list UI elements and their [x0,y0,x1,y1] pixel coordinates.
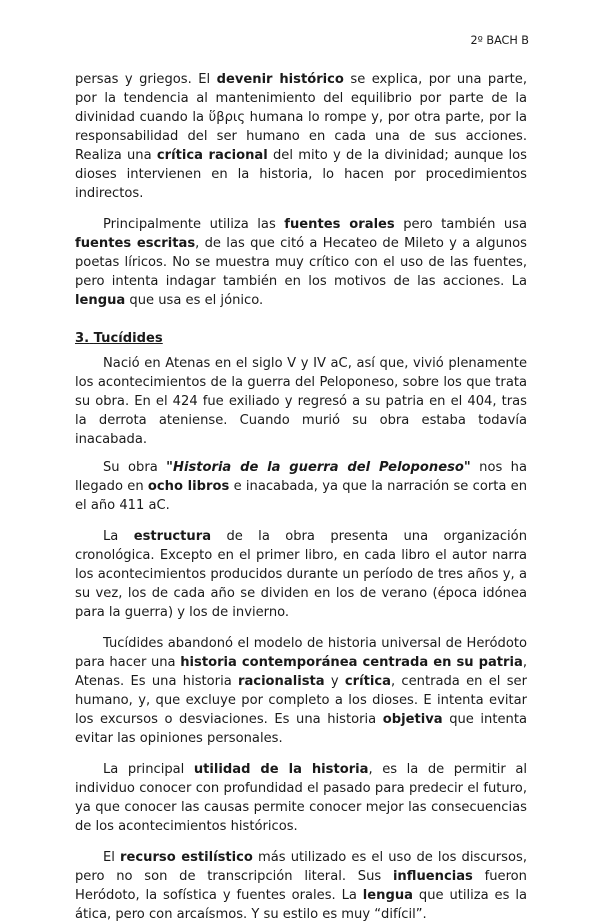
paragraph-herodoto-fuentes: Principalmente utiliza las fuentes orales pero también usa fuentes escritas, de las que citó a Hecateo de Mileto y a algunos poetas líricos. No se muestra muy crítico con el uso de las fuentes, pero intenta indagar también en los motivos de las acciones. La lengua que usa es el jónico. [75,217,527,308]
paragraph-tucidides-estilo: El recurso estilístico más utilizado es el uso de los discursos, pero no son de transcripción literal. Sus influencias fueron Heródoto, la sofística y fuentes orales. La lengua que utiliza es la ática, pero con arcaísmos. Y su estilo es muy “difícil”. [75,850,527,922]
document-body [75,70,527,924]
page-header-course: 2º BACH B [470,34,529,47]
paragraph-tucidides-estructura: La estructura de la obra presenta una organización cronológica. Excepto en el primer libro, en cada libro el autor narra los acontecimientos producidos durante un período de tres años y, a su vez, los de cada año se dividen en los de verano (época idónea para la guerra) y los de invierno. [75,529,527,620]
paragraph-tucidides-utilidad: La principal utilidad de la historia, es la de permitir al individuo conocer con profundidad el pasado para predecir el futuro, ya que conocer las causas permite conocer mejor las consecuencias de los acontecimientos históricos. [75,762,527,834]
paragraph-tucidides-modelo: Tucídides abandonó el modelo de historia universal de Heródoto para hacer una historia contemporánea centrada en su patria, Atenas. Es una historia racionalista y crítica, centrada en el ser humano, y, que excluye por completo a los dioses. E intenta evitar los excursos o desviaciones. Es una historia objetiva que intenta evitar las opiniones personales. [75,636,527,746]
paragraph-tucidides-vida: Nació en Atenas en el siglo V y IV aC, así que, vivió plenamente los acontecimientos de la guerra del Peloponeso, sobre los que trata su obra. En el 424 fue exiliado y regresó a su patria en el 404, tras la derrota ateniense. Cuando murió su obra estaba todavía inacabada. [75,356,527,447]
section-heading-tucidides: 3. Tucídides [75,331,163,346]
paragraph-tucidides-obra: Su obra "Historia de la guerra del Peloponeso" nos ha llegado en ocho libros e inacabada, ya que la narración se corta en el año 411 aC. [75,460,528,513]
paragraph-herodoto-devenir: persas y griegos. El devenir histórico se explica, por una parte, por la tendencia al mantenimiento del equilibrio por parte de la divinidad cuando la ὕβρις humana lo rompe y, por otra parte, por la responsabilidad del ser humano en cada una de sus acciones. Realiza una crítica racional del mito y de la divinidad; aunque los dioses intervienen en la historia, lo hacen por procedimientos indirectos. [75,72,527,201]
